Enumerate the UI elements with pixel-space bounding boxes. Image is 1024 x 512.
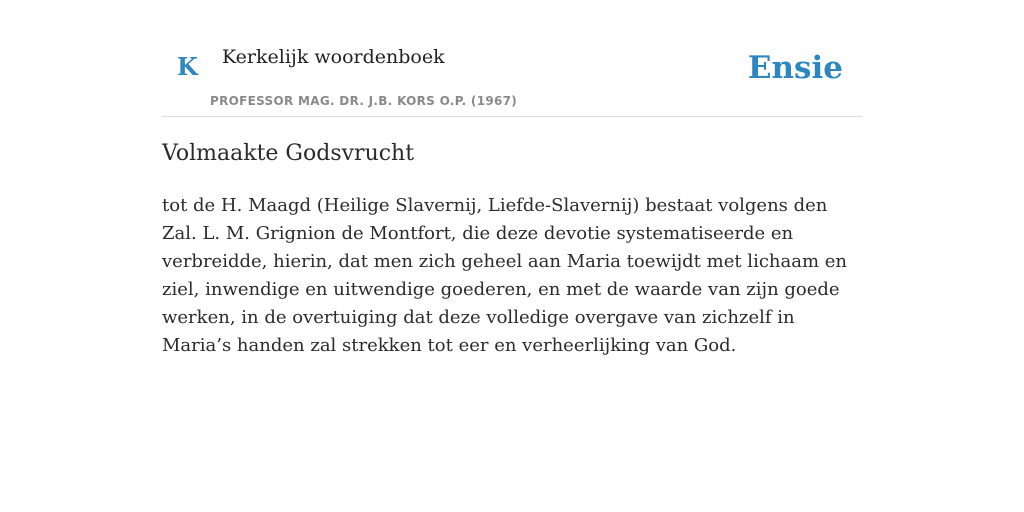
page-header <box>162 0 862 117</box>
entry-text: tot de H. Maagd (Heilige Slavernij, Liefde-Slavernij) bestaat volgens den Zal. L. M. Grignion de Montfort, die deze devotie systematiseerde en verbreidde, hierin, dat men zich geheel aan Maria toewijdt met lichaam en ziel, inwendige en uitwendige goederen, en met de waarde van zijn goede werken, in de overtuiging dat deze volledige overgave van zichzelf in Maria’s handen zal strekken tot eer en verheerlijking van God. <box>162 195 847 356</box>
book-logo-icon[interactable]: K <box>177 52 198 81</box>
book-title-link[interactable]: Kerkelijk woordenboek <box>222 46 445 68</box>
entry-title: Volmaakte Godsvrucht <box>162 141 415 166</box>
book-author: PROFESSOR MAG. DR. J.B. KORS O.P. (1967) <box>210 94 518 108</box>
brand-logo[interactable]: Ensie <box>747 50 843 86</box>
page-container <box>162 0 862 356</box>
